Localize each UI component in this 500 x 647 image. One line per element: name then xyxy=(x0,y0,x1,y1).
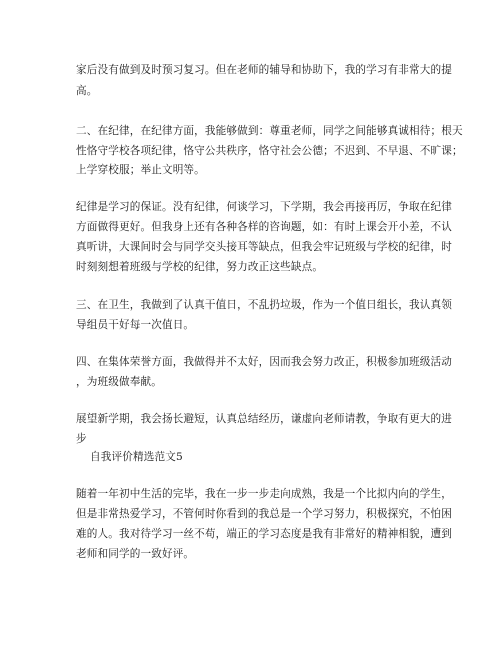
paragraph-4-line-1: 三、在卫生，我做到了认真干值日，不乱扔垃圾，作为一个值日组长，我认真领 xyxy=(76,299,453,311)
paragraph-1-line-1: 家后没有做到及时预习复习。但在老师的辅导和协助下，我的学习有非常大的提 xyxy=(76,64,453,76)
paragraph-3-line-3: 真听讲，大课间时会与同学交头接耳等缺点，但我会牢记班级与学校的纪律，时 xyxy=(76,241,453,253)
paragraph-5-line-1: 四、在集体荣誉方面，我做得并不太好，因而我会努力改正，积极参加班级活动 xyxy=(76,356,453,368)
paragraph-4-line-2: 导组员干好每一次值日。 xyxy=(76,319,195,331)
paragraph-7-line-3: 难的人。我对待学习一丝不苟，端正的学习态度是我有非常好的精神相貌，遭到 xyxy=(76,528,453,540)
paragraph-2-line-1: 二、在纪律，在纪律方面，我能够做到：尊重老师，同学之间能够真诚相待；根天 xyxy=(76,125,463,137)
paragraph-3-line-2: 方面做得更好。但我身上还有各种各样的咨询题，如：有时上课会开小差，不认 xyxy=(76,221,453,233)
paragraph-2-line-3: 上学穿校服；举止文明等。 xyxy=(76,164,205,176)
section-heading: 自我评价精选范文5 xyxy=(90,451,183,463)
paragraph-1-line-2: 高。 xyxy=(76,85,98,97)
paragraph-7-line-2: 但是非常热爱学习，不管何时你看到的我总是一个学习努力，积极探究，不怕困 xyxy=(76,508,453,520)
paragraph-7-line-4: 老师和同学的一致好评。 xyxy=(76,548,195,560)
paragraph-6-line-1: 展望新学期，我会扬长避短，认真总结经历，谦虚向老师请教，争取有更大的进 xyxy=(76,413,453,425)
paragraph-3-line-4: 时刻刻想着班级与学校的纪律，努力改正这些缺点。 xyxy=(76,261,324,273)
paragraph-5-line-2: ，为班级做奉献。 xyxy=(76,376,162,388)
paragraph-2-line-2: 性恪守学校各项纪律，恪守公共秩序，恪守社会公德；不迟到、不早退、不旷课； xyxy=(76,145,463,157)
paragraph-7-line-1: 随着一年初中生活的完毕，我在一步一步走向成熟，我是一个比拟内向的学生， xyxy=(76,488,453,500)
paragraph-3-line-1: 纪律是学习的保证。没有纪律，何谈学习，下学期，我会再接再厉，争取在纪律 xyxy=(76,201,453,213)
paragraph-6-line-2: 步 xyxy=(76,433,87,445)
